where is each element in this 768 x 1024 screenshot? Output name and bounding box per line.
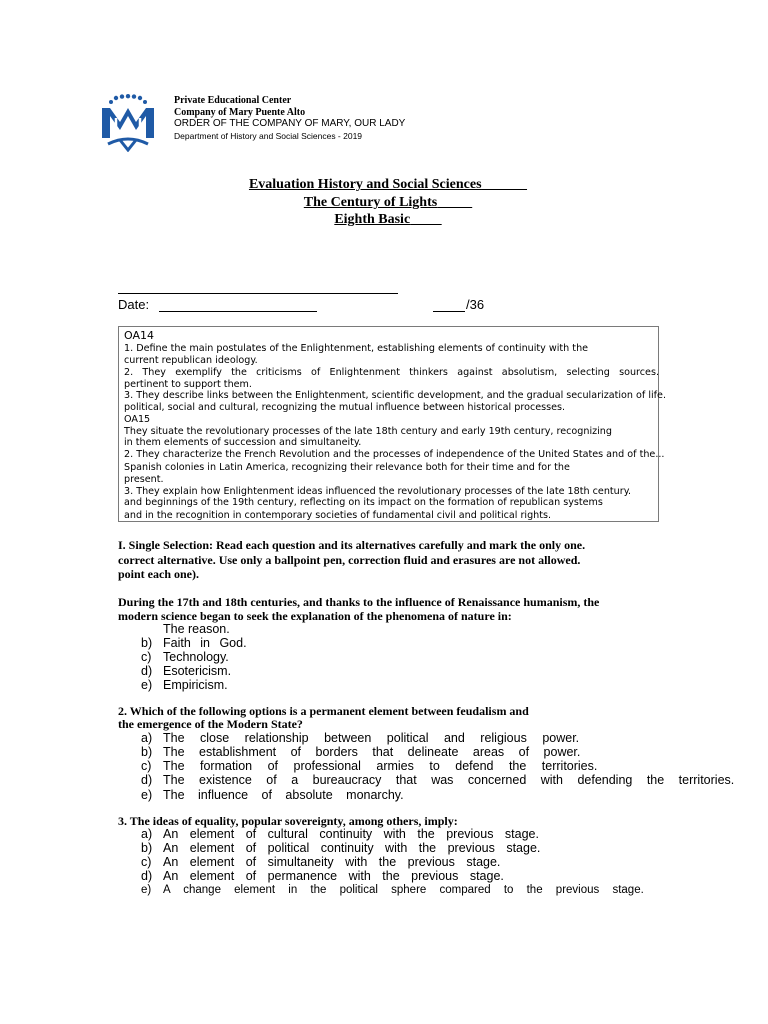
option-text: An element of political continuity with the previous stage. [163, 841, 541, 855]
option-text: The existence of a bureaucracy that was concerned with defending the territories. [163, 773, 735, 787]
objective-line: political, social and cultural, recognizing the mutual influence between historical processes. [124, 402, 566, 413]
option-text: Esotericism. [163, 664, 232, 678]
q1-option-d[interactable] [141, 664, 231, 678]
objective-line: They situate the revolutionary processes of the late 18th century and early 19th century, recognizing [124, 426, 612, 437]
school-logo [98, 94, 158, 152]
q1-option-a[interactable] [141, 622, 230, 636]
objective-line: current republican ideology. [124, 355, 258, 366]
oa14-heading: OA14 [124, 329, 154, 342]
objective-line: and beginnings of the 19th century, reflecting on its impact on the formation of republican systems [124, 497, 603, 508]
option-text: The establishment of borders that delineate areas of power. [163, 745, 581, 759]
title-evaluation [0, 176, 768, 193]
department: Department of History and Social Sciences - 2019 [174, 131, 363, 141]
title-century [0, 194, 768, 211]
option-text: Faith in God. [163, 636, 247, 650]
objective-line: 1. Define the main postulates of the Enlightenment, establishing elements of continuity with the [124, 343, 589, 354]
option-text: Empiricism. [163, 678, 228, 692]
title-century-text: The Century of Lights [303, 195, 438, 210]
objective-line: Spanish colonies in Latin America, recognizing their relevance both for their time and for the [124, 462, 570, 473]
q1-option-e[interactable] [141, 678, 228, 692]
option-letter: d) [141, 869, 153, 883]
option-letter: b) [141, 841, 153, 855]
title-grade-text: Eighth Basic [334, 212, 411, 227]
oa15-heading: OA15 [124, 414, 151, 425]
school-name-line2: Company of Mary Puente Alto [174, 107, 306, 118]
q3-option-d[interactable] [141, 869, 504, 883]
option-text: An element of simultaneity with the previous stage. [163, 855, 501, 869]
objective-line: 2. They characterize the French Revolution and the processes of independence of the United States and of the... [124, 449, 665, 460]
option-text: The formation of professional armies to defend the territories. [163, 759, 598, 773]
option-text: The influence of absolute monarchy. [163, 788, 404, 802]
question-3-stem: 3. The ideas of equality, popular sovereignty, among others, imply: [118, 814, 458, 828]
option-letter: e) [141, 788, 153, 802]
objective-line: present. [124, 474, 164, 485]
option-letter: c) [141, 650, 152, 664]
instructions-line: point each one). [118, 567, 199, 581]
option-letter: e) [141, 884, 152, 896]
instructions-line: I. Single Selection: Read each question and its alternatives carefully and mark the only one. [118, 538, 586, 552]
option-letter: d) [141, 664, 153, 678]
date-label: Date: [118, 297, 150, 312]
q2-option-e[interactable] [141, 788, 404, 802]
option-text: An element of cultural continuity with the previous stage. [163, 827, 539, 841]
q3-option-b[interactable] [141, 841, 540, 855]
objective-line: in them elements of succession and simultaneity. [124, 437, 362, 448]
q1-option-b[interactable] [141, 636, 247, 650]
option-letter: c) [141, 855, 152, 869]
objective-line: 2. They exemplify the criticisms of Enlightenment thinkers against absolutism, selecting sources. [124, 367, 659, 378]
name-field[interactable] [118, 293, 398, 294]
question-2-stem: the emergence of the Modern State? [118, 717, 303, 731]
title-grade [0, 211, 768, 228]
score-total: /36 [466, 297, 485, 312]
option-letter: c) [141, 759, 152, 773]
q3-option-e[interactable] [141, 883, 644, 897]
option-letter: b) [141, 636, 153, 650]
objective-line: pertinent to support them. [124, 379, 252, 390]
option-letter: b) [141, 745, 153, 759]
objective-line: and in the recognition in contemporary societies of fundamental civil and political rights. [124, 510, 552, 521]
date-field[interactable] [159, 311, 317, 312]
option-text: A change element in the political sphere compared to the previous stage. [163, 884, 644, 896]
option-text: An element of permanence with the previous stage. [163, 869, 504, 883]
option-letter: a) [141, 827, 153, 841]
q3-option-c[interactable] [141, 855, 500, 869]
q2-option-b[interactable] [141, 745, 580, 759]
school-name-line1: Private Educational Center [174, 95, 292, 106]
q2-option-c[interactable] [141, 759, 597, 773]
school-order: ORDER OF THE COMPANY OF MARY, OUR LADY [174, 118, 406, 129]
q2-option-a[interactable] [141, 731, 579, 745]
q2-option-d[interactable] [141, 773, 734, 787]
question-2-stem: 2. Which of the following options is a permanent element between feudalism and [118, 704, 529, 718]
score-field[interactable] [433, 311, 465, 312]
option-letter: d) [141, 773, 153, 787]
option-text: The close relationship between political and religious power. [163, 731, 580, 745]
instructions-line: correct alternative. Use only a ballpoint pen, correction fluid and erasures are not allowed. [118, 553, 581, 567]
q3-option-a[interactable] [141, 827, 539, 841]
option-letter: e) [141, 678, 153, 692]
q1-option-c[interactable] [141, 650, 229, 664]
objective-line: 3. They describe links between the Enlightenment, scientific development, and the gradual secularization of life. [124, 390, 666, 401]
option-letter: a) [141, 731, 153, 745]
title-evaluation-text: Evaluation History and Social Sciences [248, 177, 482, 192]
objective-line: 3. They explain how Enlightenment ideas influenced the revolutionary processes of the late 18th century. [124, 486, 632, 497]
option-text: Technology. [163, 650, 229, 664]
question-1-stem: During the 17th and 18th centuries, and thanks to the influence of Renaissance humanism, the [118, 595, 600, 609]
question-1-stem: modern science began to seek the explanation of the phenomena of nature in: [118, 609, 512, 623]
option-text: The reason. [163, 622, 230, 636]
